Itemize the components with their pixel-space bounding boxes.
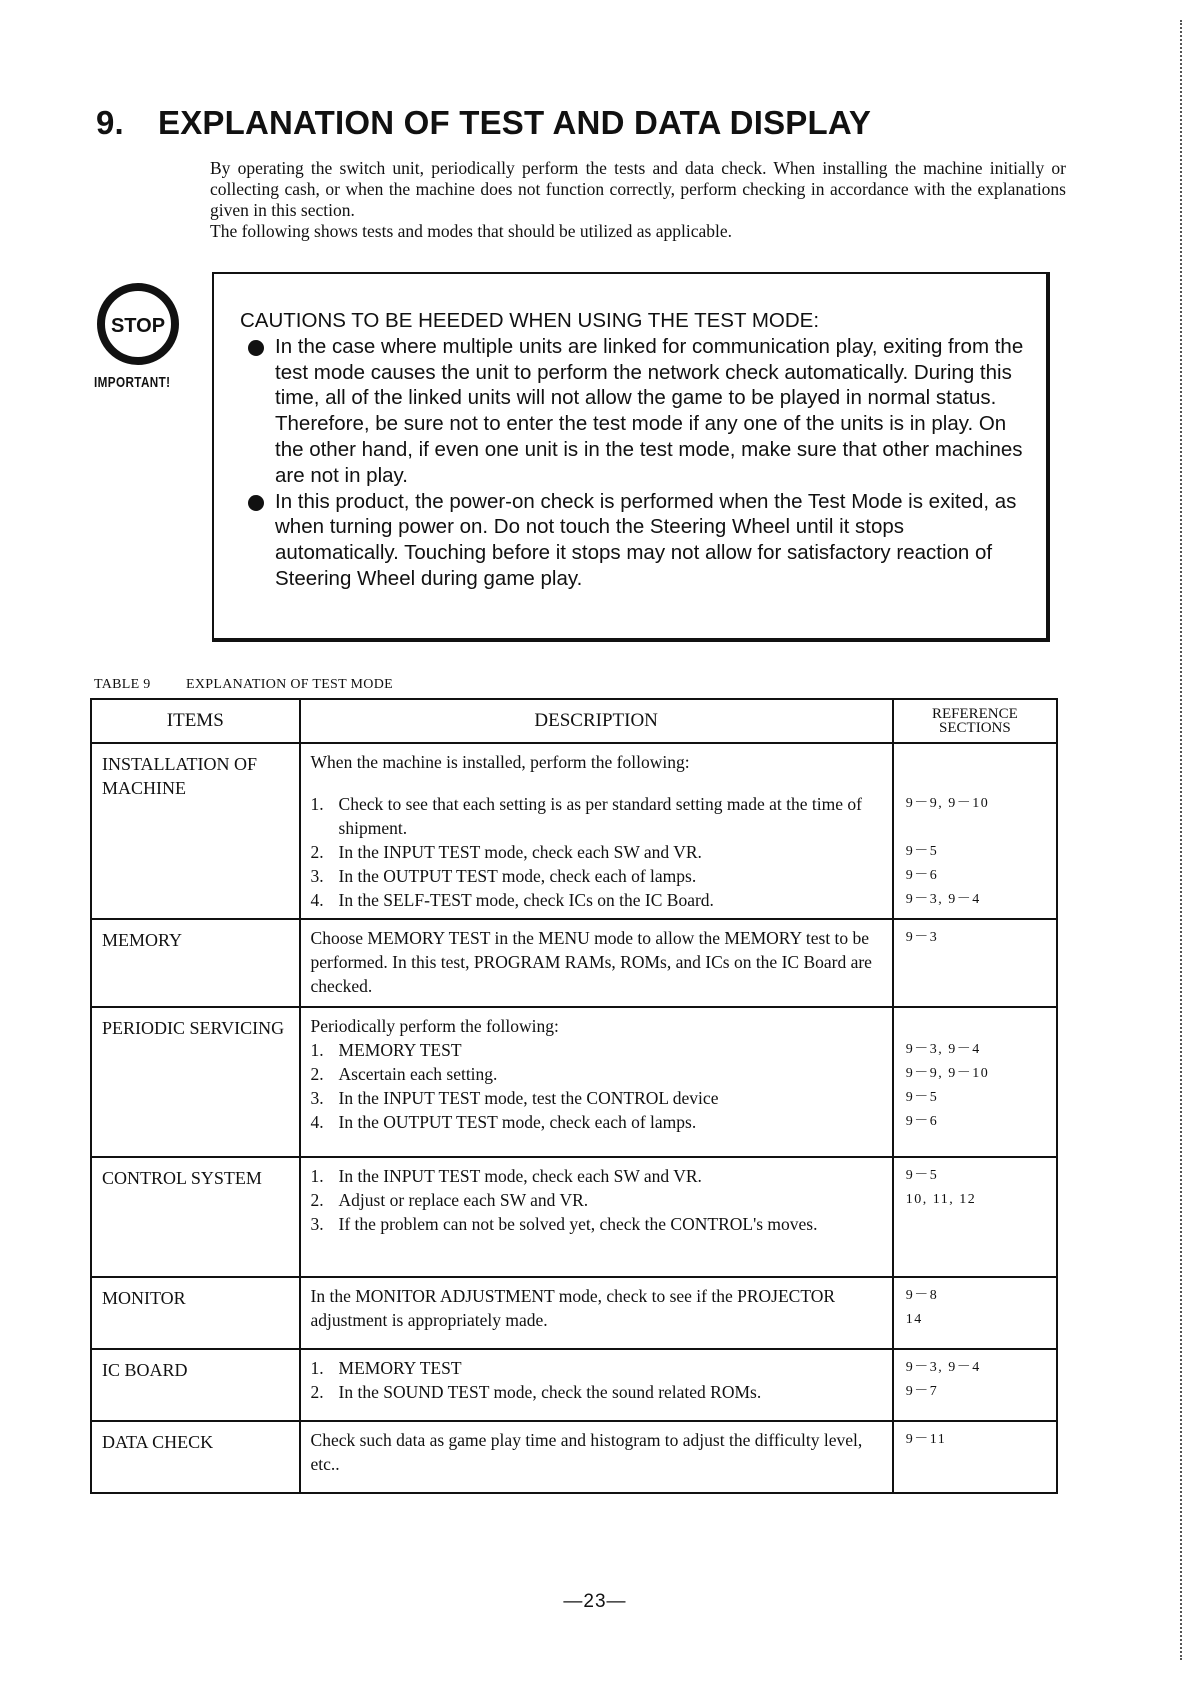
row-description: In the MONITOR ADJUSTMENT mode, check to see if the PROJECTOR adjustment is appropriately made. xyxy=(300,1277,893,1349)
row-reference: 9－3, 9－4 9－7 xyxy=(893,1349,1057,1421)
bullet-icon xyxy=(248,495,264,511)
section-number: 9. xyxy=(96,104,124,141)
row-description: 1. MEMORY TEST 2. In the SOUND TEST mode, check the sound related ROMs. xyxy=(300,1349,893,1421)
row-description: Check such data as game play time and histogram to adjust the difficulty level, etc.. xyxy=(300,1421,893,1493)
table-caption-number: TABLE 9 xyxy=(94,677,151,692)
intro-paragraph xyxy=(210,158,1066,242)
row-reference: 9－9, 9－10 9－5 9－6 9－3, 9－4 xyxy=(893,743,1057,919)
row-item: MEMORY xyxy=(91,919,300,1007)
table-header-row xyxy=(91,699,1057,743)
row-item: INSTALLATION OF MACHINE xyxy=(91,743,300,919)
caution-box xyxy=(212,272,1050,642)
table-caption xyxy=(94,677,393,693)
row-description: When the machine is installed, perform the following: 1. Check to see that each setting is as per standard setting made at the time of shipment. 2. In the INPUT TEST mode, check each SW and VR. 3. In the OUTPUT TEST mode, check each of lamps. 4. In the SELF-TEST mode, check ICs on the IC Board. xyxy=(300,743,893,919)
row-description: 1. In the INPUT TEST mode, check each SW and VR. 2. Adjust or replace each SW and VR. 3. If the problem can not be solved yet, check the CONTROL's moves. xyxy=(300,1157,893,1277)
page-number: —23— xyxy=(563,1591,627,1612)
stop-icon-label: STOP xyxy=(110,315,166,337)
table-caption-title: EXPLANATION OF TEST MODE xyxy=(186,677,393,692)
row-item: MONITOR xyxy=(91,1277,300,1349)
row-item: CONTROL SYSTEM xyxy=(91,1157,300,1277)
header-reference: REFERENCE SECTIONS xyxy=(893,699,1057,743)
bullet-icon xyxy=(248,340,264,356)
caution-item: In this product, the power-on check is performed when the Test Mode is exited, as when turning power on. Do not touch the Steering Wheel until it stops automatically. Touching before it stops may not allow for satisfactory reaction of Steering Wheel during game play. xyxy=(240,489,1026,592)
table-row xyxy=(91,1277,1057,1349)
row-reference: 9－3, 9－4 9－9, 9－10 9－5 9－6 xyxy=(893,1007,1057,1157)
table-row xyxy=(91,1157,1057,1277)
important-caption: IMPORTANT! xyxy=(94,374,171,391)
table-row xyxy=(91,1421,1057,1493)
table-row xyxy=(91,919,1057,1007)
row-reference: 9－11 xyxy=(893,1421,1057,1493)
row-description: Choose MEMORY TEST in the MENU mode to allow the MEMORY test to be performed. In this test, PROGRAM RAMs, ROMs, and ICs on the IC Board are checked. xyxy=(300,919,893,1007)
table-row xyxy=(91,1007,1057,1157)
test-mode-table xyxy=(90,698,1058,1494)
scan-edge-mark xyxy=(1180,20,1188,1660)
row-reference: 9－8 14 xyxy=(893,1277,1057,1349)
section-heading xyxy=(96,104,871,142)
row-reference: 9－3 xyxy=(893,919,1057,1007)
caution-list xyxy=(240,334,1026,592)
header-description: DESCRIPTION xyxy=(300,699,893,743)
header-items: ITEMS xyxy=(91,699,300,743)
stop-icon xyxy=(96,282,180,366)
table-row xyxy=(91,743,1057,919)
row-description: Periodically perform the following: 1. MEMORY TEST 2. Ascertain each setting. 3. In the INPUT TEST mode, test the CONTROL device 4. In the OUTPUT TEST mode, check each of lamps. xyxy=(300,1007,893,1157)
row-reference: 9－5 10, 11, 12 xyxy=(893,1157,1057,1277)
row-item: DATA CHECK xyxy=(91,1421,300,1493)
row-item: IC BOARD xyxy=(91,1349,300,1421)
table-row xyxy=(91,1349,1057,1421)
intro-text-2: The following shows tests and modes that should be utilized as applicable. xyxy=(210,221,732,241)
row-item: PERIODIC SERVICING xyxy=(91,1007,300,1157)
caution-title: CAUTIONS TO BE HEEDED WHEN USING THE TEST MODE: xyxy=(240,309,820,332)
caution-item: In the case where multiple units are linked for communication play, exiting from the test mode causes the unit to perform the network check automatically. During this time, all of the linked units will not allow the game to be played in normal status. Therefore, be sure not to enter the test mode if any one of the units is in play. On the other hand, if even one unit is in the test mode, make sure that other machines are not in play. xyxy=(240,334,1026,489)
section-title: EXPLANATION OF TEST AND DATA DISPLAY xyxy=(158,104,872,141)
intro-text: By operating the switch unit, periodically perform the tests and data check. When installing the machine initially or collecting cash, or when the machine does not function correctly, perform checking in accordance with the explanations given in this section. xyxy=(210,158,1066,220)
